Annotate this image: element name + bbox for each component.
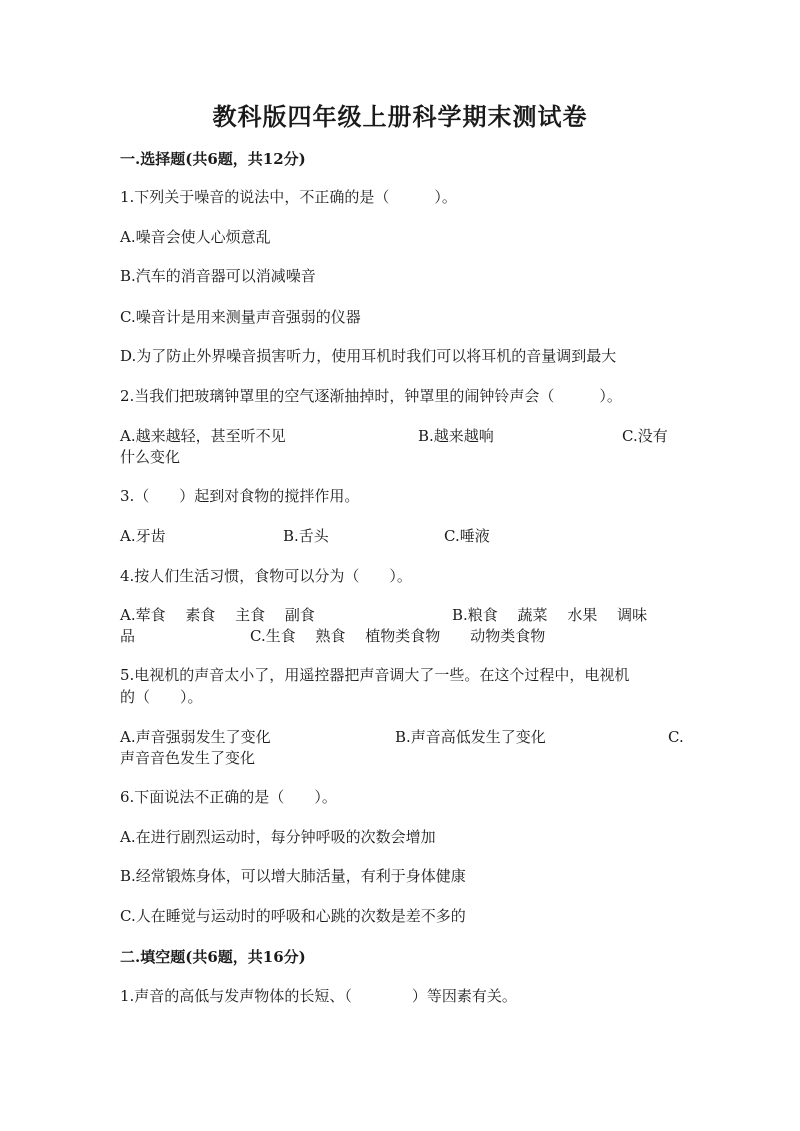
question-1-option-a: A.噪音会使人心烦意乱 [120, 228, 271, 246]
question-3: 3.（ ）起到对食物的搅拌作用。 [120, 487, 360, 505]
question-4-option-a: A.荤食 素食 主食 副食 [120, 606, 315, 624]
question-2-option-a: A.越来越轻，甚至听不见 [120, 427, 286, 445]
question-3-option-a: A.牙齿 [120, 527, 166, 545]
section-heading-fill: 二.填空题(共6题，共16分) [120, 948, 306, 966]
question-5-cont: 的（ ）。 [120, 688, 203, 706]
question-2-option-c: C.没有 [622, 427, 668, 445]
question-2-option-c-cont: 什么变化 [120, 448, 181, 466]
question-4: 4.按人们生活习惯，食物可以分为（ ）。 [120, 567, 412, 585]
fill-question-1: 1.声音的高低与发声物体的长短、（ ）等因素有关。 [120, 987, 517, 1005]
question-1-option-b: B.汽车的消音器可以消减噪音 [120, 267, 316, 285]
question-6-option-c: C.人在睡觉与运动时的呼吸和心跳的次数是差不多的 [120, 907, 466, 925]
question-5-option-b: B.声音高低发生了变化 [395, 728, 546, 746]
question-4-option-c: C.生食 熟食 植物类食物 动物类食物 [250, 627, 546, 645]
question-5-option-c: C. [668, 728, 684, 746]
section-heading-choice: 一.选择题(共6题，共12分) [120, 150, 306, 168]
question-6: 6.下面说法不正确的是（ ）。 [120, 788, 337, 806]
question-4-option-b-cont: 品 [120, 627, 136, 645]
question-5: 5.电视机的声音太小了，用遥控器把声音调大了一些。在这个过程中，电视机 [120, 666, 630, 684]
question-2: 2.当我们把玻璃钟罩里的空气逐渐抽掉时，钟罩里的闹钟铃声会（ ）。 [120, 387, 622, 405]
question-1-option-d: D.为了防止外界噪音损害听力，使用耳机时我们可以将耳机的音量调到最大 [120, 347, 617, 365]
question-3-option-b: B.舌头 [283, 527, 329, 545]
page-title: 教科版四年级上册科学期末测试卷 [212, 102, 588, 131]
question-6-option-a: A.在进行剧烈运动时，每分钟呼吸的次数会增加 [120, 828, 436, 846]
question-5-option-c-cont: 声音音色发生了变化 [120, 749, 256, 767]
question-5-option-a: A.声音强弱发生了变化 [120, 728, 271, 746]
question-6-option-b: B.经常锻炼身体，可以增大肺活量，有利于身体健康 [120, 867, 466, 885]
question-4-option-b: B.粮食 蔬菜 水果 调味 [452, 606, 648, 624]
question-3-option-c: C.唾液 [444, 527, 490, 545]
question-1-option-c: C.噪音计是用来测量声音强弱的仪器 [120, 308, 361, 326]
question-1: 1.下列关于噪音的说法中，不正确的是（ ）。 [120, 188, 457, 206]
question-2-option-b: B.越来越响 [418, 427, 494, 445]
